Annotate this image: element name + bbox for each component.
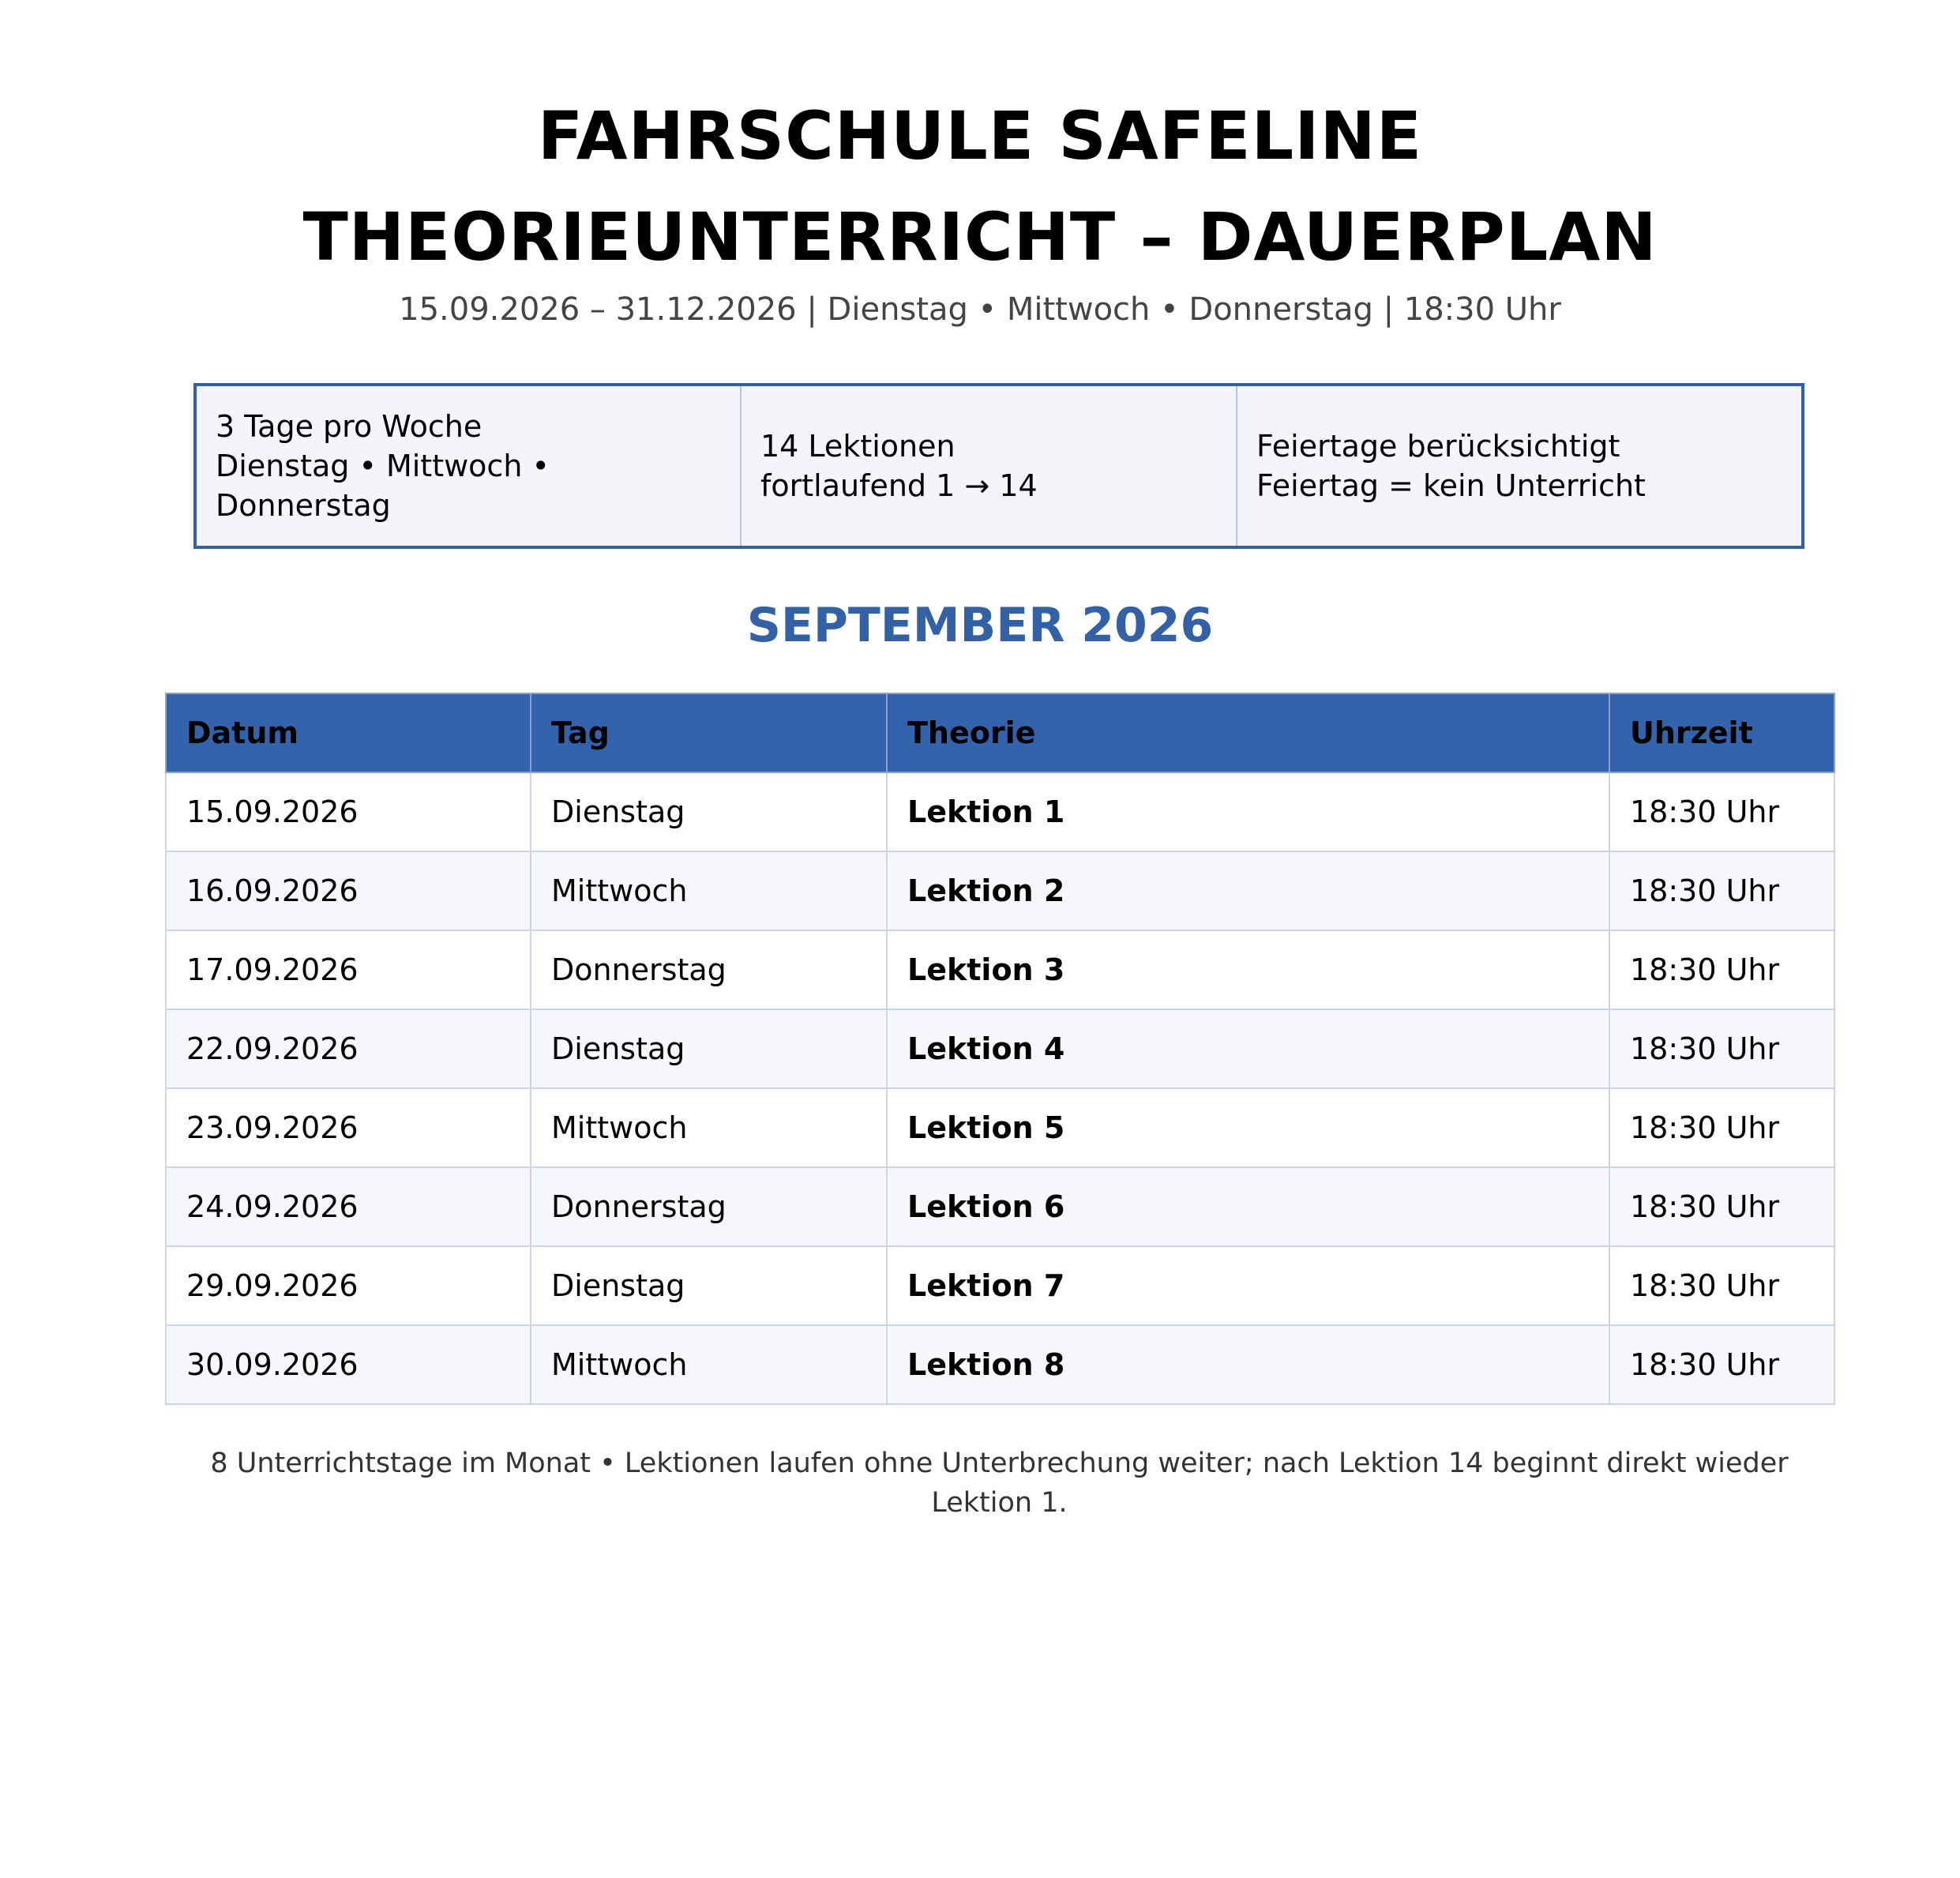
cell-datum: 22.09.2026 bbox=[166, 1009, 531, 1088]
cell-uhrzeit: 18:30 Uhr bbox=[1609, 851, 1834, 930]
info-cell-lessons bbox=[740, 386, 1236, 546]
table-row bbox=[166, 930, 1834, 1009]
column-header-uhrzeit: Uhrzeit bbox=[1609, 693, 1834, 772]
info-lessons-title: 14 Lektionen bbox=[760, 429, 956, 464]
schedule-summary: 15.09.2026 – 31.12.2026 | Dienstag • Mittwoch • Donnerstag | 18:30 Uhr bbox=[399, 291, 1561, 328]
info-lessons-detail: fortlaufend 1 → 14 bbox=[760, 468, 1038, 503]
cell-tag: Dienstag bbox=[531, 772, 887, 851]
cell-datum: 17.09.2026 bbox=[166, 930, 531, 1009]
cell-tag: Dienstag bbox=[531, 1246, 887, 1325]
cell-datum: 15.09.2026 bbox=[166, 772, 531, 851]
info-days-detail: Dienstag • Mittwoch • Donnerstag bbox=[216, 449, 550, 523]
page-title: FAHRSCHULE SAFELINE bbox=[537, 97, 1423, 175]
cell-datum: 29.09.2026 bbox=[166, 1246, 531, 1325]
cell-uhrzeit: 18:30 Uhr bbox=[1609, 1088, 1834, 1167]
cell-theorie: Lektion 5 bbox=[887, 1088, 1609, 1167]
cell-datum: 23.09.2026 bbox=[166, 1088, 531, 1167]
info-box bbox=[193, 383, 1804, 549]
cell-tag: Mittwoch bbox=[531, 851, 887, 930]
cell-uhrzeit: 18:30 Uhr bbox=[1609, 1167, 1834, 1246]
table-row bbox=[166, 772, 1834, 851]
cell-theorie: Lektion 4 bbox=[887, 1009, 1609, 1088]
cell-theorie: Lektion 3 bbox=[887, 930, 1609, 1009]
cell-theorie: Lektion 8 bbox=[887, 1325, 1609, 1404]
info-cell-holidays bbox=[1236, 386, 1801, 546]
info-cell-days bbox=[197, 386, 740, 546]
column-header-tag: Tag bbox=[531, 693, 887, 772]
cell-datum: 16.09.2026 bbox=[166, 851, 531, 930]
month-footnote: 8 Unterrichtstage im Monat • Lektionen laufen ohne Unterbrechung weiter; nach Lektion 14 beginnt direkt wieder Lektion 1. bbox=[210, 1448, 1789, 1519]
cell-theorie: Lektion 6 bbox=[887, 1167, 1609, 1246]
table-header-row bbox=[166, 693, 1834, 772]
info-holidays-title: Feiertage berücksichtigt bbox=[1256, 429, 1620, 464]
cell-uhrzeit: 18:30 Uhr bbox=[1609, 930, 1834, 1009]
table-row bbox=[166, 1167, 1834, 1246]
cell-uhrzeit: 18:30 Uhr bbox=[1609, 1246, 1834, 1325]
cell-uhrzeit: 18:30 Uhr bbox=[1609, 1009, 1834, 1088]
table-row bbox=[166, 1088, 1834, 1167]
cell-tag: Donnerstag bbox=[531, 1167, 887, 1246]
cell-tag: Dienstag bbox=[531, 1009, 887, 1088]
table-row bbox=[166, 851, 1834, 930]
cell-uhrzeit: 18:30 Uhr bbox=[1609, 772, 1834, 851]
column-header-theorie: Theorie bbox=[887, 693, 1609, 772]
page-subtitle-heading: THEORIEUNTERRICHT – DAUERPLAN bbox=[302, 198, 1658, 276]
cell-uhrzeit: 18:30 Uhr bbox=[1609, 1325, 1834, 1404]
table-row bbox=[166, 1009, 1834, 1088]
cell-datum: 24.09.2026 bbox=[166, 1167, 531, 1246]
cell-theorie: Lektion 2 bbox=[887, 851, 1609, 930]
table-row bbox=[166, 1325, 1834, 1404]
cell-tag: Mittwoch bbox=[531, 1088, 887, 1167]
schedule-table bbox=[165, 693, 1835, 1405]
cell-theorie: Lektion 1 bbox=[887, 772, 1609, 851]
table-row bbox=[166, 1246, 1834, 1325]
cell-tag: Mittwoch bbox=[531, 1325, 887, 1404]
cell-theorie: Lektion 7 bbox=[887, 1246, 1609, 1325]
info-days-title: 3 Tage pro Woche bbox=[216, 409, 482, 444]
cell-datum: 30.09.2026 bbox=[166, 1325, 531, 1404]
info-holidays-detail: Feiertag = kein Unterricht bbox=[1256, 468, 1646, 503]
cell-tag: Donnerstag bbox=[531, 930, 887, 1009]
column-header-datum: Datum bbox=[166, 693, 531, 772]
month-heading: SEPTEMBER 2026 bbox=[746, 598, 1214, 653]
